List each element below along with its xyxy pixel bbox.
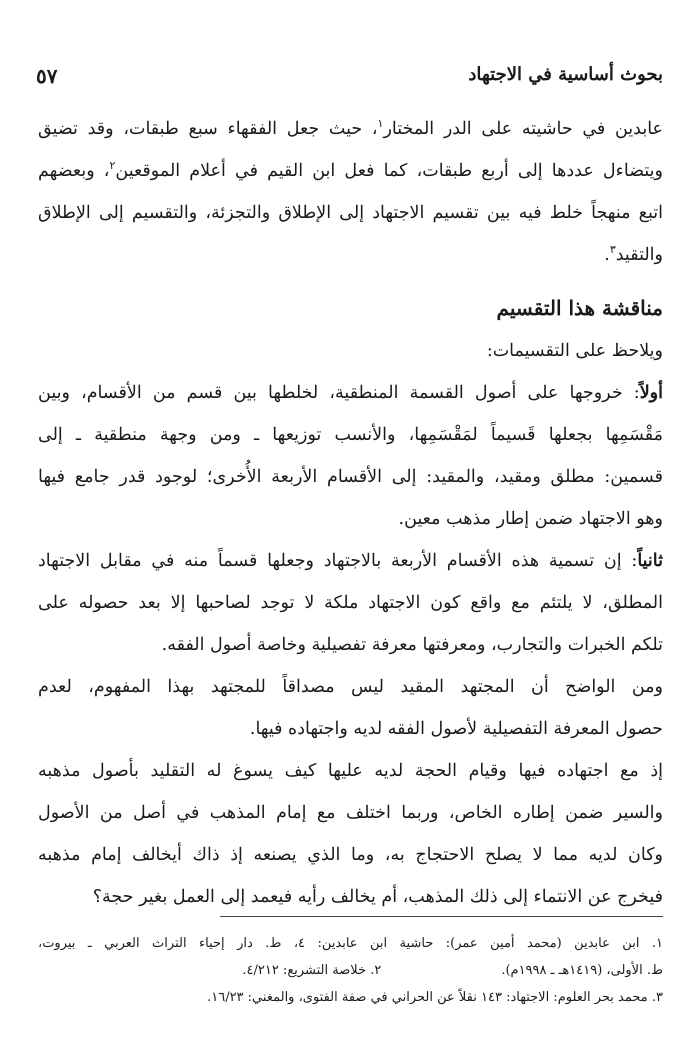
running-header [36, 64, 663, 94]
footnote-ref-2[interactable]: ٢ [109, 159, 116, 173]
footnotes [38, 930, 663, 1011]
footnote-ref-3[interactable]: ٣ [609, 243, 616, 257]
point2-line1: ثانياً: إن تسمية هذه الأقسام الأربعة بالاجتهاد وجعلها قسماً منه في مقابل الاجتهاد [38, 551, 663, 571]
section-heading: مناقشة هذا التقسيم [496, 296, 663, 320]
para1-line2: ويتضاءل عددها إلى أربع طبقات، كما فعل ابن القيم في أعلام الموقعين$^٢$، وبعضهم [38, 159, 663, 181]
para3-line1: ومن الواضح أن المجتهد المقيد ليس مصداقاً للمجتهد بهذا المفهوم، لعدم [38, 677, 663, 697]
intro-line: ويلاحظ على التقسيمات: [486, 341, 663, 361]
point2-line3: تلكم الخبرات والتجارب، ومعرفتها معرفة تفصيلية وخاصة أصول الفقه. [161, 635, 663, 655]
para1-line4: والتقيد$^٣$. [604, 243, 663, 265]
footnote-ref-1[interactable]: ١ [377, 117, 384, 131]
para1-line3: اتبع منهجاً خلط فيه بين تقسيم الاجتهاد إلى الإطلاق والتجزئة، والتقسيم إلى الإطلاق [38, 203, 663, 223]
footnote-3: ٣. محمد بحر العلوم: الاجتهاد: ١٤٣ نقلاً عن الحراني في صفة الفتوى، والمغني: ١٦/٢٣. [207, 990, 663, 1005]
point1-line2: مَقْسَمِها بجعلها قَسيماً لمَقْسَمِها، والأنسب توزيعها ـ ومن وجهة منطقية ـ إلى [38, 425, 663, 445]
point2-line2: المطلق، لا يلتئم مع واقع كون الاجتهاد ملكة لا توجد لصاحبها إلا بعد حصوله على [38, 593, 663, 613]
para3-line2: حصول المعرفة التفصيلية لأصول الفقه لديه واجتهاده فيها. [249, 719, 663, 739]
para4-line2: والسير ضمن إطاره الخاص، وربما اختلف مع إمام المذهب في أصل من الأصول [38, 803, 663, 823]
body-text [38, 108, 663, 918]
para1-line1: عابدين في حاشيته على الدر المختار$^١$، حيث جعل الفقهاء سبع طبقات، وقد تضيق [38, 117, 663, 139]
footnote-separator [220, 916, 663, 917]
page-number: ٥٧ [36, 64, 58, 88]
para4-line1: إذ مع اجتهاده فيها وقيام الحجة لديه عليها كيف يسوغ له التقليد بأصول مذهبه [38, 761, 663, 781]
footnote-2: ٢. خلاصة التشريع: ٤/٢١٢. [242, 963, 382, 978]
point1-lead: أولاً [639, 383, 663, 403]
footnote-1-line2: ط. الأولى، (١٤١٩هـ ـ ١٩٩٨م).٢. خلاصة التشريع: ٤/٢١٢. [242, 963, 663, 978]
running-title: بحوث أساسية في الاجتهاد [468, 64, 663, 85]
footnote-1-line1: ١. ابن عابدين (محمد أمين عمر): حاشية ابن عابدين: ٤، ط. دار إحياء التراث العربي ـ بيروت، [38, 936, 663, 951]
point2-lead: ثانياً [637, 551, 663, 571]
point1-line1: أولاً: خروجها على أصول القسمة المنطقية، لخلطها بين قسم من الأقسام، وبين [38, 383, 663, 403]
point1-line3: قسمين: مطلق ومقيد، والمقيد: إلى الأقسام الأربعة الأُخرى؛ لوجود قدر جامع فيها [38, 467, 663, 487]
para4-line4: فيخرج عن الانتماء إلى ذلك المذهب، أم يخالف رأيه فيعمد إلى العمل بغير حجة؟ [92, 887, 663, 907]
point1-line4: وهو الاجتهاد ضمن إطار مذهب معين. [398, 509, 663, 529]
para4-line3: وكان لديه مما لا يصلح الاحتجاج به، وما الذي يصنعه إذ ذاك أيخالف إمام مذهبه [38, 845, 663, 865]
